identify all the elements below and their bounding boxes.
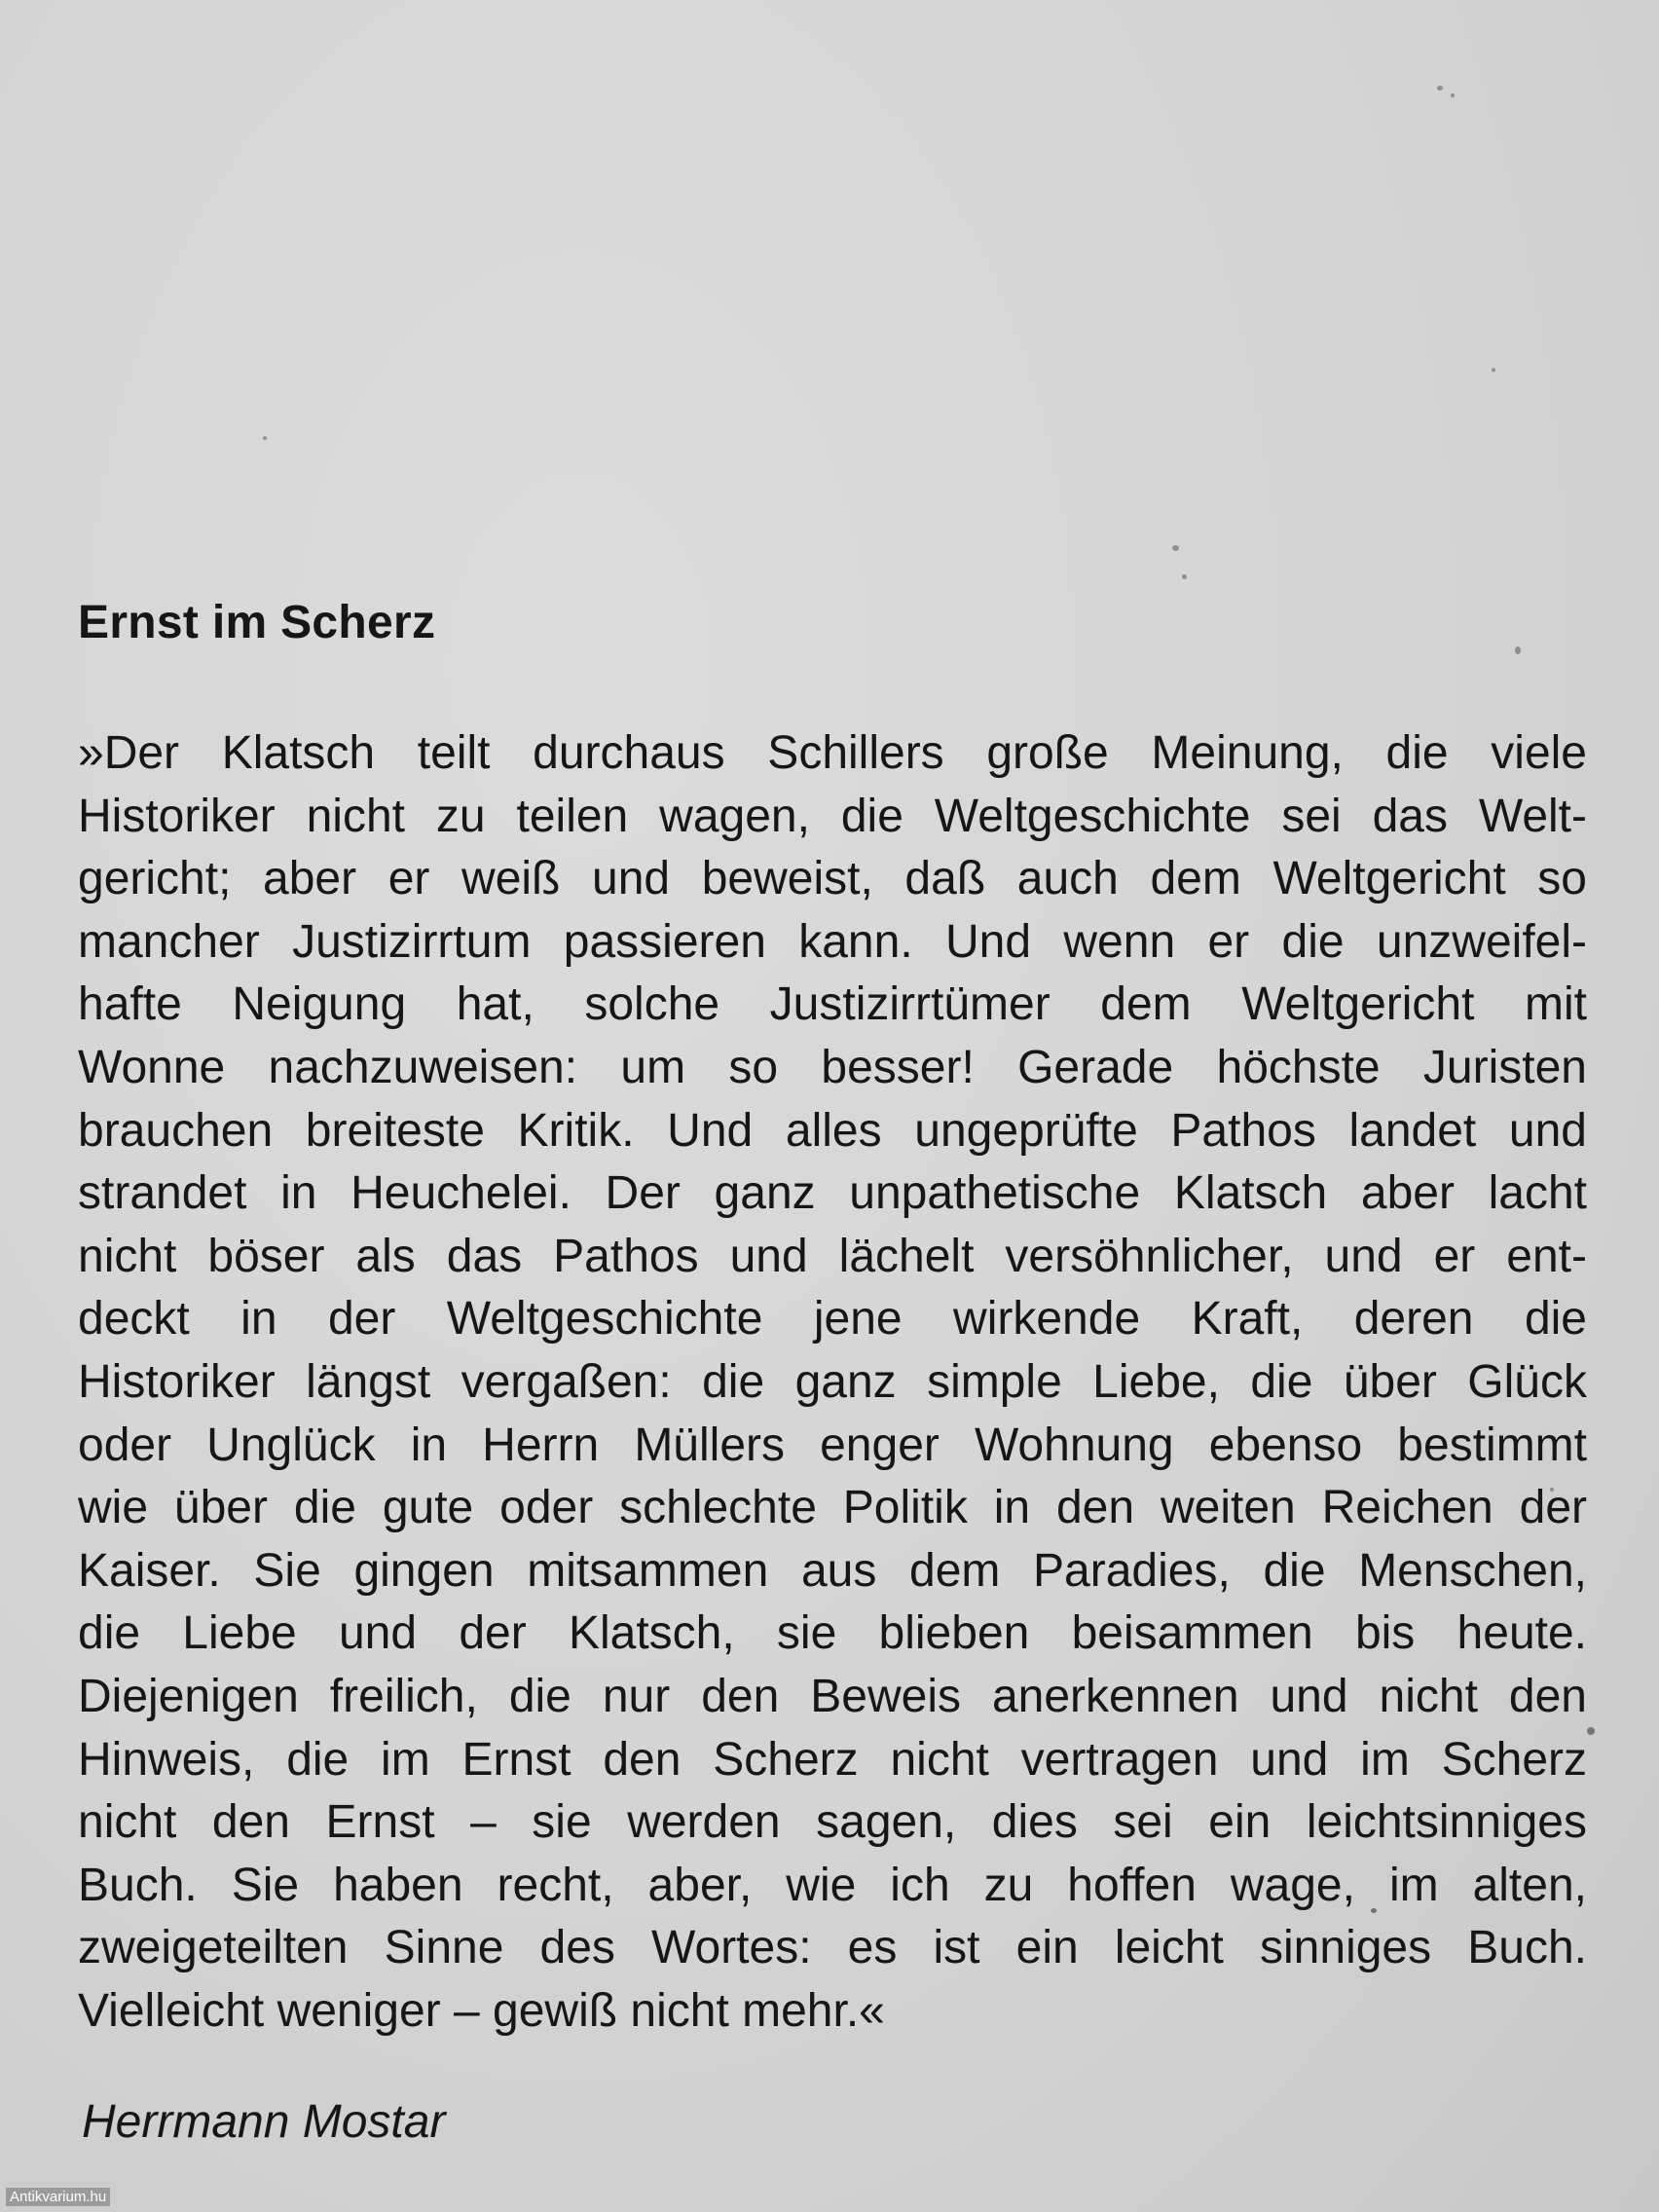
text-line: deckt in der Weltgeschichte jene wirkende Kraft, deren die: [78, 1293, 1587, 1346]
text-line: die Liebe und der Klatsch, sie blieben beisammen bis heute.: [78, 1607, 1587, 1660]
dust-speck: [1587, 1727, 1595, 1735]
watermark-label: Antikvarium.hu: [6, 2188, 110, 2206]
text-line: strandet in Heuchelei. Der ganz unpathetische Klatsch aber lacht: [78, 1167, 1587, 1220]
dust-speck: [1492, 368, 1495, 372]
text-line: brauchen breiteste Kritik. Und alles ungeprüfte Pathos landet und: [78, 1104, 1587, 1157]
text-line: oder Unglück in Herrn Müllers enger Wohnung ebenso bestimmt: [78, 1419, 1587, 1471]
text-line: Historiker längst vergaßen: die ganz simple Liebe, die über Glück: [78, 1355, 1587, 1408]
text-line: wie über die gute oder schlechte Politik in den weiten Reichen der: [78, 1482, 1587, 1534]
text-line: »Der Klatsch teilt durchaus Schillers große Meinung, die viele: [78, 727, 1587, 779]
text-line: Hinweis, die im Ernst den Scherz nicht vertragen und im Scherz: [78, 1733, 1587, 1786]
dust-speck: [1451, 93, 1455, 97]
text-line: Historiker nicht zu teilen wagen, die Weltgeschichte sei das Welt-: [78, 790, 1587, 842]
text-line: hafte Neigung hat, solche Justizirrtümer dem Weltgericht mit: [78, 978, 1587, 1031]
text-line: Diejenigen freilich, die nur den Beweis anerkennen und nicht den: [78, 1670, 1587, 1722]
text-line: Wonne nachzuweisen: um so besser! Gerade höchste Juristen: [78, 1041, 1587, 1093]
body-text: [78, 722, 1587, 2043]
dust-speck: [1437, 86, 1443, 91]
page-title: Ernst im Scherz: [78, 597, 436, 648]
text-line: Kaiser. Sie gingen mitsammen aus dem Paradies, die Menschen,: [78, 1544, 1587, 1597]
dust-speck: [1182, 574, 1187, 579]
text-line: zweigeteilten Sinne des Wortes: es ist ein leicht sinniges Buch.: [78, 1922, 1587, 1974]
author-signature: Herrmann Mostar: [82, 2096, 446, 2148]
dust-speck: [263, 436, 267, 440]
dust-speck: [1172, 545, 1179, 551]
text-line: gericht; aber er weiß und beweist, daß auch dem Weltgericht so: [78, 853, 1587, 905]
text-line: nicht den Ernst – sie werden sagen, dies sei ein leichtsinniges: [78, 1796, 1587, 1849]
text-line: nicht böser als das Pathos und lächelt versöhnlicher, und er ent-: [78, 1230, 1587, 1282]
text-line: Buch. Sie haben recht, aber, wie ich zu hoffen wage, im alten,: [78, 1859, 1587, 1911]
dust-speck: [1515, 646, 1521, 654]
text-line: mancher Justizirrtum passieren kann. Und wenn er die unzweifel-: [78, 915, 1587, 968]
text-line: Vielleicht weniger – gewiß nicht mehr.«: [78, 1984, 885, 2037]
